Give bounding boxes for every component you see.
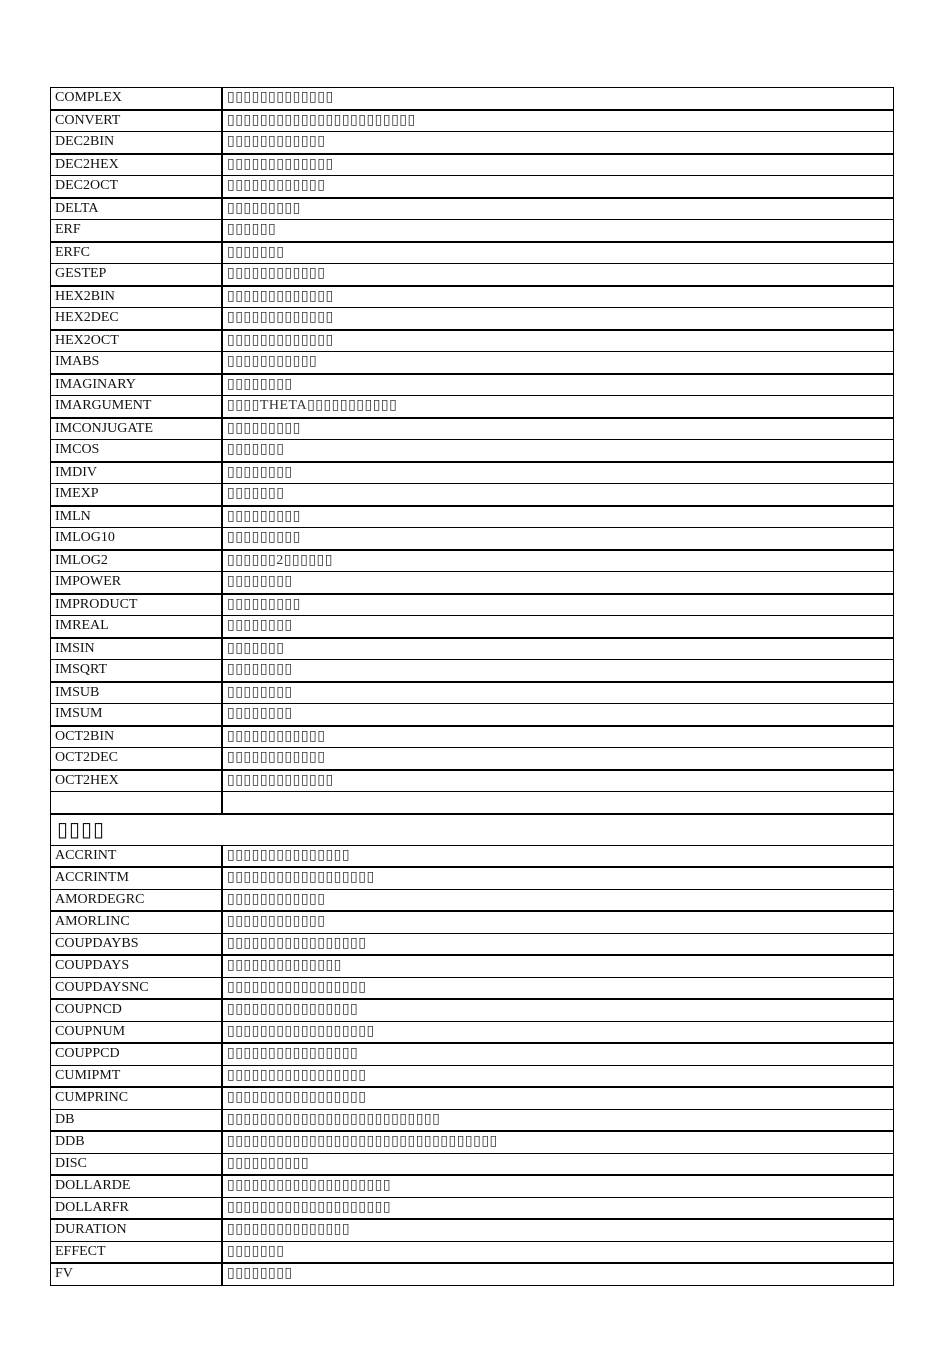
function-name-cell: DOLLARDE <box>51 1175 223 1197</box>
function-name-cell: IMCOS <box>51 440 223 462</box>
function-name-cell: OCT2HEX <box>51 770 223 792</box>
section-title: ▯▯▯▯ <box>51 814 894 846</box>
function-name-cell: CUMIPMT <box>51 1065 223 1087</box>
table-row <box>51 889 894 911</box>
function-name-cell: IMPOWER <box>51 572 223 594</box>
table-row <box>51 220 894 242</box>
table-row <box>51 374 894 396</box>
function-name-cell: COUPDAYSNC <box>51 977 223 999</box>
function-description-cell: ▯▯▯▯▯▯▯▯▯▯▯▯▯▯▯▯ <box>222 1043 894 1065</box>
function-table <box>50 87 894 1286</box>
function-name-cell: COUPNCD <box>51 999 223 1021</box>
table-row <box>51 1065 894 1087</box>
function-description-cell: ▯▯▯▯▯▯▯▯▯ <box>222 594 894 616</box>
function-description-cell: ▯▯▯▯▯▯▯▯▯▯▯▯▯▯▯▯▯ <box>222 977 894 999</box>
function-description-cell: ▯▯▯▯▯▯▯ <box>222 638 894 660</box>
function-description-cell: ▯▯▯▯▯▯▯▯ <box>222 660 894 682</box>
table-row <box>51 176 894 198</box>
function-description-cell: ▯▯▯▯▯▯▯ <box>222 1241 894 1263</box>
function-description-cell: ▯▯▯▯▯▯▯▯▯▯▯▯▯▯▯ <box>222 845 894 867</box>
function-name-cell: DEC2HEX <box>51 154 223 176</box>
function-description-cell: ▯▯▯▯▯▯▯▯ <box>222 374 894 396</box>
table-row <box>51 132 894 154</box>
table-row <box>51 594 894 616</box>
table-row <box>51 1153 894 1175</box>
function-description-cell: ▯▯▯▯▯▯▯▯▯▯▯▯▯▯▯▯ <box>222 999 894 1021</box>
function-name-cell: DEC2OCT <box>51 176 223 198</box>
table-row <box>51 154 894 176</box>
function-name-cell: IMABS <box>51 352 223 374</box>
function-description-cell: ▯▯▯▯▯▯▯▯ <box>222 462 894 484</box>
function-description-cell: ▯▯▯▯THETA▯▯▯▯▯▯▯▯▯▯▯ <box>222 396 894 418</box>
function-table-sheet <box>50 87 894 1286</box>
table-row <box>51 704 894 726</box>
function-name-cell: EFFECT <box>51 1241 223 1263</box>
table-row <box>51 198 894 220</box>
function-description-cell: ▯▯▯▯▯▯▯▯▯▯▯▯▯▯▯▯▯ <box>222 1087 894 1109</box>
function-description-cell: ▯▯▯▯▯▯▯▯▯▯▯▯▯▯▯▯▯ <box>222 1065 894 1087</box>
table-row <box>51 1263 894 1285</box>
function-name-cell: OCT2DEC <box>51 748 223 770</box>
function-description-cell: ▯▯▯▯▯▯▯▯▯▯▯▯▯▯▯▯▯▯ <box>222 867 894 889</box>
function-description-cell: ▯▯▯▯▯▯▯▯▯▯▯▯▯▯▯▯▯▯▯▯▯▯▯▯▯▯▯▯▯▯▯▯▯ <box>222 1131 894 1153</box>
function-name-cell: HEX2OCT <box>51 330 223 352</box>
function-description-cell: ▯▯▯▯▯▯▯▯▯▯▯▯ <box>222 264 894 286</box>
function-name-cell: OCT2BIN <box>51 726 223 748</box>
function-name-cell: IMDIV <box>51 462 223 484</box>
table-row <box>51 506 894 528</box>
function-name-cell: IMPRODUCT <box>51 594 223 616</box>
table-row <box>51 330 894 352</box>
function-description-cell: ▯▯▯▯▯▯▯▯▯ <box>222 198 894 220</box>
function-description-cell: ▯▯▯▯▯▯▯▯▯ <box>222 528 894 550</box>
table-row <box>51 1175 894 1197</box>
table-row <box>51 264 894 286</box>
table-row <box>51 1241 894 1263</box>
function-name-cell: IMARGUMENT <box>51 396 223 418</box>
function-name-cell: IMLN <box>51 506 223 528</box>
function-description-cell: ▯▯▯▯▯▯▯▯ <box>222 572 894 594</box>
function-description-cell: ▯▯▯▯▯▯▯▯▯▯▯▯▯▯▯▯▯▯▯▯ <box>222 1175 894 1197</box>
table-row <box>51 308 894 330</box>
table-row <box>51 999 894 1021</box>
function-name-cell: DISC <box>51 1153 223 1175</box>
function-name-cell: IMSIN <box>51 638 223 660</box>
table-row <box>51 88 894 110</box>
function-name-cell: COUPPCD <box>51 1043 223 1065</box>
function-name-cell: HEX2BIN <box>51 286 223 308</box>
function-description-cell: ▯▯▯▯▯▯▯▯▯▯▯▯ <box>222 911 894 933</box>
table-row <box>51 845 894 867</box>
engineering-functions-group <box>51 88 894 814</box>
function-description-cell: ▯▯▯▯▯▯▯▯▯▯▯▯▯ <box>222 770 894 792</box>
function-description-cell: ▯▯▯▯▯▯▯ <box>222 242 894 264</box>
function-description-cell: ▯▯▯▯▯▯▯▯▯▯▯▯▯ <box>222 286 894 308</box>
function-description-cell: ▯▯▯▯▯▯▯▯▯▯▯▯▯▯ <box>222 955 894 977</box>
table-row <box>51 977 894 999</box>
function-description-cell: ▯▯▯▯▯▯▯ <box>222 440 894 462</box>
function-description-cell: ▯▯▯▯▯▯▯▯ <box>222 616 894 638</box>
function-name-cell: DELTA <box>51 198 223 220</box>
table-row <box>51 726 894 748</box>
function-description-cell <box>222 792 894 814</box>
function-description-cell: ▯▯▯▯▯▯▯▯▯▯▯▯▯▯▯▯▯▯▯▯ <box>222 1197 894 1219</box>
table-row <box>51 440 894 462</box>
table-row <box>51 1109 894 1131</box>
table-row <box>51 242 894 264</box>
function-description-cell: ▯▯▯▯▯▯▯▯▯ <box>222 506 894 528</box>
function-description-cell: ▯▯▯▯▯▯▯▯ <box>222 1263 894 1285</box>
function-name-cell: HEX2DEC <box>51 308 223 330</box>
function-description-cell: ▯▯▯▯▯▯▯▯▯▯▯▯▯▯▯▯▯▯▯▯▯▯▯ <box>222 110 894 132</box>
function-name-cell: FV <box>51 1263 223 1285</box>
table-row <box>51 867 894 889</box>
table-row <box>51 933 894 955</box>
financial-functions-group <box>51 845 894 1285</box>
function-description-cell: ▯▯▯▯▯▯▯▯▯▯▯▯▯▯▯ <box>222 1219 894 1241</box>
function-name-cell: GESTEP <box>51 264 223 286</box>
function-description-cell: ▯▯▯▯▯▯▯▯▯▯▯▯▯ <box>222 330 894 352</box>
function-description-cell: ▯▯▯▯▯▯▯▯▯▯ <box>222 1153 894 1175</box>
table-row <box>51 660 894 682</box>
section-header-row <box>51 814 894 846</box>
function-name-cell: IMEXP <box>51 484 223 506</box>
table-row <box>51 396 894 418</box>
table-row <box>51 792 894 814</box>
function-name-cell: DB <box>51 1109 223 1131</box>
table-row <box>51 616 894 638</box>
function-name-cell: CONVERT <box>51 110 223 132</box>
function-name-cell: ERF <box>51 220 223 242</box>
table-row <box>51 1043 894 1065</box>
function-description-cell: ▯▯▯▯▯▯▯▯▯▯▯▯ <box>222 176 894 198</box>
function-name-cell: IMLOG10 <box>51 528 223 550</box>
table-row <box>51 286 894 308</box>
table-row <box>51 352 894 374</box>
function-description-cell: ▯▯▯▯▯▯▯▯▯ <box>222 418 894 440</box>
function-name-cell: DDB <box>51 1131 223 1153</box>
function-description-cell: ▯▯▯▯▯▯▯▯▯▯▯▯ <box>222 748 894 770</box>
function-name-cell: ACCRINTM <box>51 867 223 889</box>
table-row <box>51 682 894 704</box>
table-row <box>51 462 894 484</box>
function-name-cell: DOLLARFR <box>51 1197 223 1219</box>
function-name-cell <box>51 792 223 814</box>
function-name-cell: ERFC <box>51 242 223 264</box>
function-description-cell: ▯▯▯▯▯▯▯▯▯▯▯▯▯▯▯▯▯ <box>222 933 894 955</box>
table-row <box>51 484 894 506</box>
function-name-cell: IMSQRT <box>51 660 223 682</box>
function-description-cell: ▯▯▯▯▯▯2▯▯▯▯▯▯ <box>222 550 894 572</box>
section-header-group <box>51 814 894 846</box>
function-description-cell: ▯▯▯▯▯▯▯▯▯▯▯▯▯ <box>222 88 894 110</box>
function-name-cell: COUPNUM <box>51 1021 223 1043</box>
table-row <box>51 1087 894 1109</box>
function-description-cell: ▯▯▯▯▯▯▯▯▯▯▯▯ <box>222 132 894 154</box>
function-description-cell: ▯▯▯▯▯▯ <box>222 220 894 242</box>
table-row <box>51 770 894 792</box>
function-name-cell: DURATION <box>51 1219 223 1241</box>
function-description-cell: ▯▯▯▯▯▯▯▯▯▯▯▯▯▯▯▯▯▯ <box>222 1021 894 1043</box>
function-name-cell: DEC2BIN <box>51 132 223 154</box>
function-name-cell: COUPDAYBS <box>51 933 223 955</box>
function-description-cell: ▯▯▯▯▯▯▯▯ <box>222 704 894 726</box>
table-row <box>51 418 894 440</box>
function-name-cell: CUMPRINC <box>51 1087 223 1109</box>
function-description-cell: ▯▯▯▯▯▯▯▯▯▯▯▯▯ <box>222 308 894 330</box>
table-row <box>51 1021 894 1043</box>
function-name-cell: AMORDEGRC <box>51 889 223 911</box>
table-row <box>51 1131 894 1153</box>
table-row <box>51 1219 894 1241</box>
function-name-cell: AMORLINC <box>51 911 223 933</box>
function-name-cell: IMREAL <box>51 616 223 638</box>
table-row <box>51 911 894 933</box>
table-row <box>51 550 894 572</box>
function-name-cell: IMLOG2 <box>51 550 223 572</box>
function-description-cell: ▯▯▯▯▯▯▯ <box>222 484 894 506</box>
function-name-cell: IMSUB <box>51 682 223 704</box>
table-row <box>51 955 894 977</box>
function-description-cell: ▯▯▯▯▯▯▯▯▯▯▯▯ <box>222 726 894 748</box>
table-row <box>51 748 894 770</box>
table-row <box>51 638 894 660</box>
table-row <box>51 1197 894 1219</box>
function-name-cell: ACCRINT <box>51 845 223 867</box>
function-description-cell: ▯▯▯▯▯▯▯▯ <box>222 682 894 704</box>
function-description-cell: ▯▯▯▯▯▯▯▯▯▯▯▯ <box>222 889 894 911</box>
function-description-cell: ▯▯▯▯▯▯▯▯▯▯▯▯▯ <box>222 154 894 176</box>
function-name-cell: COMPLEX <box>51 88 223 110</box>
function-name-cell: COUPDAYS <box>51 955 223 977</box>
function-name-cell: IMAGINARY <box>51 374 223 396</box>
function-name-cell: IMCONJUGATE <box>51 418 223 440</box>
function-description-cell: ▯▯▯▯▯▯▯▯▯▯▯▯▯▯▯▯▯▯▯▯▯▯▯▯▯▯ <box>222 1109 894 1131</box>
function-name-cell: IMSUM <box>51 704 223 726</box>
table-row <box>51 528 894 550</box>
table-row <box>51 110 894 132</box>
function-description-cell: ▯▯▯▯▯▯▯▯▯▯▯ <box>222 352 894 374</box>
table-row <box>51 572 894 594</box>
